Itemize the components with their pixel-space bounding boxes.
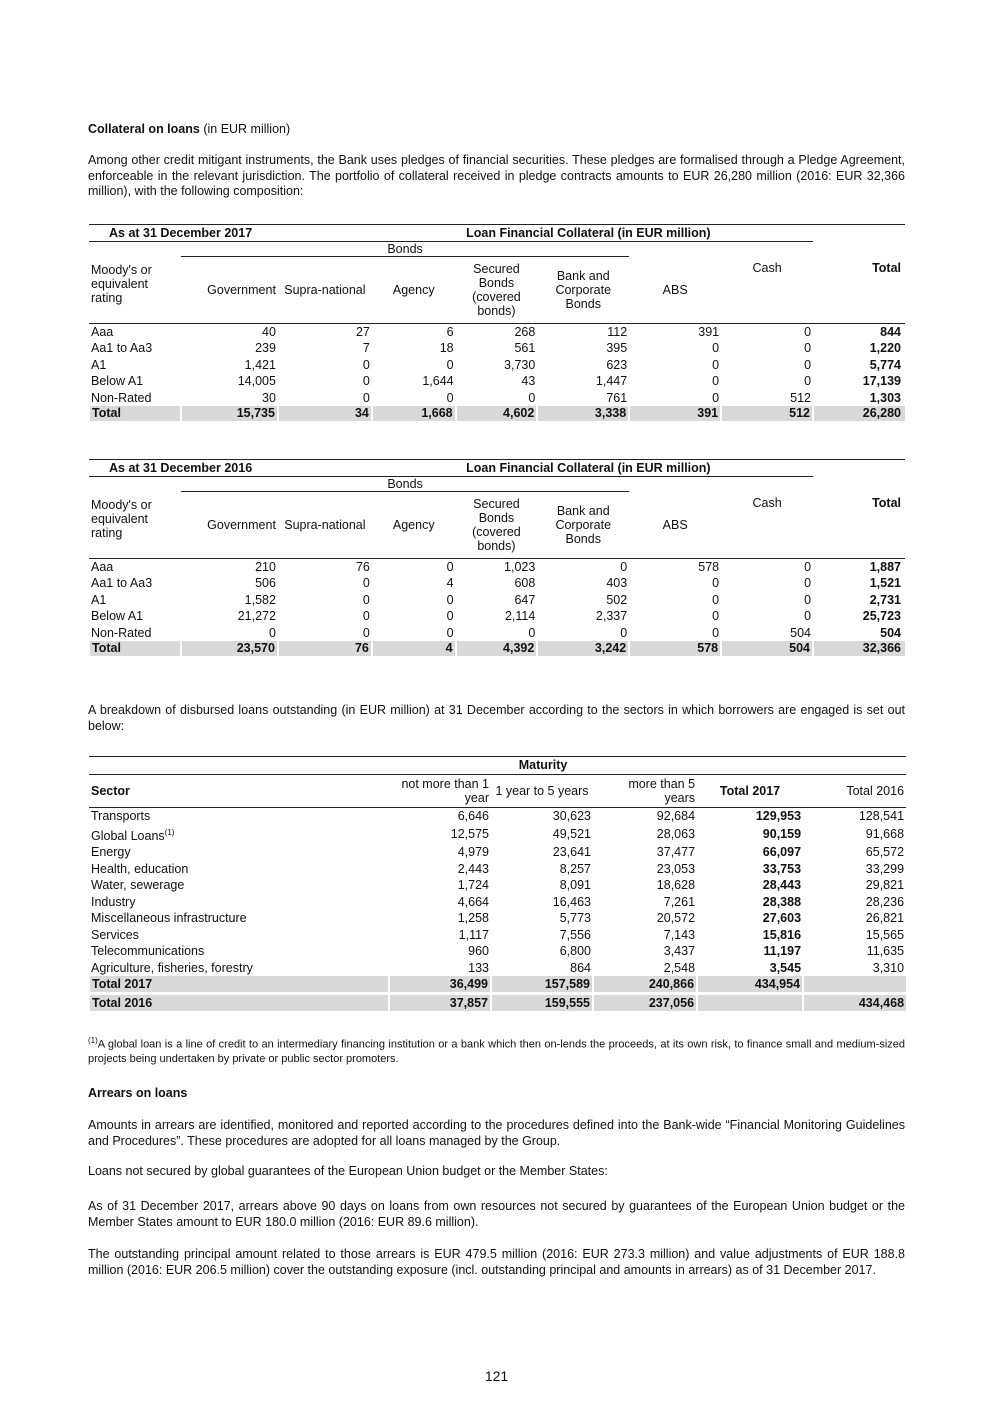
table-cell: 0 [362, 374, 370, 388]
table-cell: 29,821 [865, 878, 905, 893]
table-cell: 25,723 [862, 609, 901, 623]
column-header: ABS [629, 257, 721, 324]
table-cell: 2,443 [457, 861, 489, 876]
total-cell: 3,338 [537, 406, 629, 421]
table-cell: 23,641 [552, 845, 591, 860]
table-cell: 1,582 [244, 592, 276, 607]
arrears-paragraph-3: As of 31 December 2017, arrears above 90 days on loans from own resources not secured by guarantees of the European Union budget or the Member States amount to EUR 180.0 million (2016: EUR 89.6 million). [88, 1199, 905, 1229]
table-cell: 0 [804, 374, 812, 388]
table-cell: 27 [355, 324, 370, 339]
table2017-grid [88, 224, 905, 421]
column-header: Government [181, 257, 278, 324]
total-cell: 34 [278, 406, 372, 421]
table-group-label: Loan Financial Collateral (in EUR million) [456, 460, 722, 477]
total-cell: 1,668 [372, 406, 456, 421]
rating-label: Moody's or equivalent rating [89, 492, 181, 559]
table-cell: 4 [446, 576, 454, 590]
table-row [89, 558, 905, 575]
table-cell: 1,421 [244, 357, 276, 372]
table-cell: 0 [804, 324, 812, 339]
total-row [89, 641, 905, 656]
table-cell: 1,447 [595, 374, 628, 388]
total-row [89, 976, 906, 994]
table-cell: 0 [804, 592, 812, 607]
column-header: Cash [721, 257, 813, 324]
table-cell: 33,299 [865, 861, 905, 876]
table-cell: 65,572 [865, 845, 905, 860]
total-cell [697, 994, 803, 1012]
table-cell: 30 [262, 390, 276, 405]
column-header: Total 2017 [697, 775, 803, 808]
table-cell: 210 [255, 559, 276, 574]
total-cell: Total [89, 406, 181, 421]
table-row [89, 943, 906, 960]
table-cell: 16,463 [552, 894, 591, 909]
table-cell: 112 [607, 324, 628, 339]
table-cell: 7,556 [559, 927, 591, 942]
table-cell: 92,684 [656, 809, 696, 823]
column-header: Government [181, 492, 278, 559]
table-row [89, 910, 906, 927]
table-cell: 0 [712, 609, 720, 623]
table-cell: 6,800 [559, 944, 591, 959]
table-cell: 0 [804, 609, 812, 623]
column-header: Total 2016 [803, 775, 906, 808]
table-cell: 2,731 [869, 592, 901, 607]
table-cell: 561 [514, 341, 536, 355]
table-row [89, 861, 906, 878]
total-cell: 578 [629, 641, 721, 656]
column-header: Supra-national [278, 492, 372, 559]
column-header: Total [813, 492, 905, 559]
page-number: 121 [484, 1368, 509, 1384]
total-cell: 240,866 [593, 976, 697, 994]
total-cell: 4 [372, 641, 456, 656]
table-cell: 43 [521, 374, 536, 388]
table-cell: 0 [362, 357, 370, 372]
collateral-table-2017 [88, 224, 905, 421]
table-cell: 8,091 [559, 878, 591, 893]
table-cell: 0 [446, 592, 454, 607]
table-cell: 391 [698, 324, 720, 339]
table-cell: 129,953 [755, 809, 802, 823]
total-cell: 4,602 [456, 406, 538, 421]
footnote-ref: (1) [164, 827, 175, 837]
table-cell: 6,646 [457, 809, 489, 823]
table-cell: Non-Rated [91, 625, 152, 640]
table-row [89, 373, 905, 390]
table-cell: 11,197 [763, 944, 802, 959]
table-cell: 623 [606, 357, 628, 372]
table-cell: 1,117 [458, 927, 489, 942]
table-cell: 0 [712, 341, 720, 355]
table-cell: Aaa [91, 559, 114, 574]
table-cell: 0 [712, 576, 720, 590]
column-header: not more than 1 year [389, 775, 491, 808]
sector-intro: A breakdown of disbursed loans outstanding (in EUR million) at 31 December according to the sectors in which borrowers are engaged is set out below: [88, 703, 905, 733]
table-cell: Agriculture, fisheries, forestry [91, 960, 253, 975]
total-cell: 76 [278, 641, 372, 656]
table-row [89, 625, 905, 642]
maturity-label: Maturity [389, 757, 697, 775]
bonds-label: Bonds [181, 242, 629, 257]
table-cell: 7,261 [663, 894, 696, 909]
table-cell: 0 [446, 609, 454, 623]
table-cell: 18 [439, 341, 454, 355]
table-cell: 28,063 [656, 827, 696, 842]
collateral-intro: Among other credit mitigant instruments, the Bank uses pledges of financial securities. These pledges are formalised through a Pledge Agreement, enforceable in the relevant jurisdiction. The portfolio of collateral received in pledge contracts amounts to EUR 26,280 million (2016: EUR 32,366 million), with the following composition: [88, 153, 905, 198]
table-row [89, 808, 906, 825]
table-row [89, 894, 906, 911]
total-cell: 237,056 [593, 994, 697, 1012]
table-cell: 7 [362, 341, 370, 355]
table-cell: Below A1 [91, 609, 144, 623]
table-cell: A1 [91, 357, 107, 372]
total-cell: 3,242 [537, 641, 629, 656]
table-cell: 26,821 [865, 911, 905, 926]
table-cell: 0 [446, 559, 454, 574]
table-cell: 0 [362, 592, 370, 607]
table-cell: 0 [712, 625, 720, 640]
column-header: ABS [629, 492, 721, 559]
table-cell: A1 [91, 592, 107, 607]
table-cell: 30,623 [552, 809, 591, 823]
table-cell: Below A1 [91, 374, 144, 388]
table-cell: 0 [362, 390, 370, 405]
table-cell: 512 [790, 390, 812, 405]
table-cell: 395 [606, 341, 628, 355]
column-header: Cash [721, 492, 813, 559]
table-cell: 506 [255, 576, 276, 590]
table-cell: 0 [620, 559, 628, 574]
table-row [89, 927, 906, 944]
table-cell: 28,236 [865, 894, 905, 909]
table-cell: 608 [514, 576, 536, 590]
table-cell: 5,774 [869, 357, 901, 372]
total-cell: Total [89, 641, 181, 656]
total-cell: 32,366 [813, 641, 905, 656]
total-row [89, 994, 906, 1012]
table-cell: 0 [268, 625, 276, 640]
table-cell: 504 [790, 625, 812, 640]
arrears-heading: Arrears on loans [88, 1086, 188, 1100]
table-cell: 128,541 [858, 809, 905, 823]
total-cell: 15,735 [181, 406, 278, 421]
table-cell: 0 [362, 576, 370, 590]
table-row [89, 592, 905, 609]
table-cell: 844 [880, 324, 901, 339]
table2016-grid [88, 459, 905, 656]
table-cell: 0 [712, 374, 720, 388]
table-cell: 15,565 [865, 927, 905, 942]
table-cell: 1,521 [869, 576, 901, 590]
table-cell: 761 [606, 390, 628, 405]
table-cell: 0 [446, 357, 454, 372]
total-cell: 434,468 [803, 994, 906, 1012]
table-cell: 1,887 [869, 559, 901, 574]
arrears-paragraph-2: Loans not secured by global guarantees of the European Union budget or the Member States: [88, 1164, 608, 1178]
table-row [89, 960, 906, 977]
sector-grid [88, 756, 906, 1011]
total-cell: 504 [721, 641, 813, 656]
table-cell: 0 [446, 390, 454, 405]
table-cell: 0 [362, 625, 370, 640]
table-cell: 3,545 [769, 960, 802, 975]
total-cell: 4,392 [456, 641, 538, 656]
arrears-paragraph-4: The outstanding principal amount related to those arrears is EUR 479.5 million (2016: EUR 273.3 million) and value adjustments of EUR 188.8 million (2016: EUR 206.5 million) cover the outstanding exposure (incl. outstanding principal and amounts in arrears) as of 31 December 2017. [88, 1247, 905, 1277]
table-cell: Energy [91, 845, 131, 860]
table-cell: 960 [468, 944, 489, 959]
table-row [89, 357, 905, 374]
table-cell: Water, sewerage [91, 878, 185, 893]
total-cell: Total 2016 [89, 994, 389, 1012]
table-cell: 8,257 [559, 861, 591, 876]
table-cell: 17,139 [862, 374, 901, 388]
table-cell: 504 [880, 625, 901, 640]
table-cell: Transports [91, 809, 151, 823]
table-cell: 90,159 [762, 827, 802, 842]
collateral-table-2016 [88, 459, 905, 656]
table-cell: 2,114 [504, 609, 536, 623]
column-header: Bank and Corporate Bonds [537, 492, 629, 559]
total-cell: 23,570 [181, 641, 278, 656]
table-cell: 15,816 [762, 927, 802, 942]
total-cell [803, 976, 906, 994]
total-cell: 434,954 [697, 976, 803, 994]
table-cell: Telecommunications [91, 944, 205, 959]
table-cell: 502 [606, 592, 628, 607]
table-cell: 0 [804, 357, 812, 372]
table-cell: 14,005 [237, 374, 276, 388]
table-cell: 864 [570, 960, 591, 975]
total-cell: 37,857 [389, 994, 491, 1012]
table-cell: 239 [255, 341, 276, 355]
table-cell: Aa1 to Aa3 [91, 341, 153, 355]
column-header: Secured Bonds (covered bonds) [456, 257, 538, 324]
table-cell: 1,258 [457, 911, 489, 926]
table-row [89, 825, 906, 845]
table-cell: Industry [91, 894, 136, 909]
table-row [89, 844, 906, 861]
column-header: Agency [372, 257, 456, 324]
table-cell: 49,521 [552, 827, 591, 842]
table-cell: 133 [468, 960, 489, 975]
total-cell: 26,280 [813, 406, 905, 421]
table-cell: 0 [528, 625, 536, 640]
table-cell: 76 [355, 559, 370, 574]
table-row [89, 608, 905, 625]
table-cell: Aaa [91, 324, 114, 339]
column-header: Bank and Corporate Bonds [537, 257, 629, 324]
table-cell: 0 [804, 341, 812, 355]
rating-label: Moody's or equivalent rating [89, 257, 181, 324]
table-cell: 1,303 [869, 390, 901, 405]
table-cell: 20,572 [656, 911, 696, 926]
sector-footnote: $^{(1)}$A global loan is a line of credit to an intermediary financing institution or a bank which then on-lends the proceeds, at its own risk, to finance small and medium-sized projects being undertaken by private or public sector promoters. [88, 1036, 905, 1065]
table-cell: Services [91, 927, 139, 942]
table-cell: 268 [514, 324, 536, 339]
table-cell: 1,644 [422, 374, 454, 388]
table-cell: 11,635 [866, 944, 905, 959]
table-cell: 0 [712, 357, 720, 372]
table-cell: 18,628 [656, 878, 696, 893]
table-cell: 0 [804, 559, 812, 574]
table-row [89, 340, 905, 357]
table-cell: 0 [446, 625, 454, 640]
table-cell: 37,477 [656, 845, 696, 860]
table-cell: 3,310 [872, 960, 905, 975]
sector-table [88, 756, 906, 1011]
table-cell: 28,443 [762, 878, 802, 893]
column-header: Supra-national [278, 257, 372, 324]
table-cell: 23,053 [656, 861, 696, 876]
total-cell: 157,589 [491, 976, 593, 994]
table-cell: 2,337 [595, 609, 628, 623]
bonds-label: Bonds [181, 477, 629, 492]
total-cell: 159,555 [491, 994, 593, 1012]
total-cell: Total 2017 [89, 976, 389, 994]
table-cell: 1,220 [869, 341, 901, 355]
total-cell: 391 [629, 406, 721, 421]
table-cell: 6 [446, 324, 454, 339]
table-cell: 12,575 [450, 827, 489, 842]
table-cell: 7,143 [663, 927, 696, 942]
table-cell: 0 [712, 592, 720, 607]
table-cell: 91,668 [865, 827, 905, 842]
table-cell: 3,730 [504, 357, 536, 372]
table-cell: 0 [804, 576, 812, 590]
sector-label: Sector [89, 775, 389, 808]
column-header: Agency [372, 492, 456, 559]
table-row [89, 575, 905, 592]
table-cell: Miscellaneous infrastructure [91, 911, 247, 926]
table-cell: 647 [514, 592, 536, 607]
table-cell: 28,388 [762, 894, 802, 909]
table-cell: 40 [262, 324, 276, 339]
table-cell: Health, education [91, 861, 189, 876]
table-cell: 4,664 [457, 894, 489, 909]
table-cell: 578 [698, 559, 720, 574]
total-cell: 512 [721, 406, 813, 421]
table-cell: Non-Rated [91, 390, 152, 405]
column-header: 1 year to 5 years [491, 775, 593, 808]
table-date-label: As at 31 December 2016 [89, 460, 278, 477]
table-cell: 4,979 [457, 845, 489, 860]
table-cell: 27,603 [762, 911, 802, 926]
total-cell: 36,499 [389, 976, 491, 994]
table-row [89, 877, 906, 894]
table-cell: 2,548 [663, 960, 696, 975]
table-cell: 5,773 [559, 911, 591, 926]
column-header: Total [813, 257, 905, 324]
total-row [89, 406, 905, 421]
table-cell: Aa1 to Aa3 [91, 576, 153, 590]
table-cell: 0 [528, 390, 536, 405]
table-row [89, 323, 905, 340]
table-cell: Global Loans$^{(1)}$ [91, 827, 175, 843]
collateral-heading: Collateral on loans (in EUR million) [88, 122, 291, 136]
column-header: Secured Bonds (covered bonds) [456, 492, 538, 559]
table-cell: 0 [712, 390, 720, 405]
table-cell: 33,753 [762, 861, 802, 876]
table-date-label: As at 31 December 2017 [89, 225, 278, 242]
table-cell: 0 [362, 609, 370, 623]
table-cell: 3,437 [663, 944, 696, 959]
table-cell: 66,097 [762, 845, 802, 860]
table-group-label: Loan Financial Collateral (in EUR million) [456, 225, 722, 242]
table-cell: 1,724 [457, 878, 489, 893]
table-row [89, 390, 905, 407]
table-cell: 403 [606, 576, 628, 590]
table-cell: 0 [620, 625, 628, 640]
arrears-paragraph-1: Amounts in arrears are identified, monitored and reported according to the procedures defined into the Bank-wide “Financial Monitoring Guidelines and Procedures”. These procedures are adopted for all loans managed by the Group. [88, 1118, 905, 1148]
table-cell: 21,272 [237, 609, 276, 623]
column-header: more than 5 years [593, 775, 697, 808]
table-cell: 1,023 [504, 559, 536, 574]
